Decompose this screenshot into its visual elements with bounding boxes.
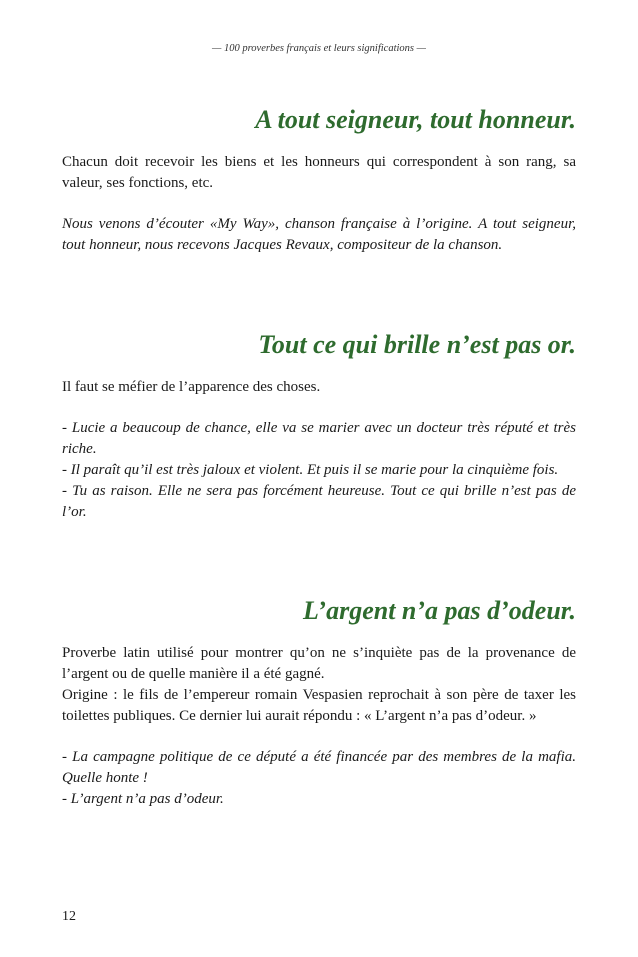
proverb-section-1: [62, 104, 576, 256]
proverb-title: A tout seigneur, tout honneur.: [255, 105, 576, 134]
proverb-section-2: [62, 329, 576, 523]
dialogue-line: - Lucie a beaucoup de chance, elle va se marier avec un docteur très réputé et très riche.: [62, 420, 576, 457]
proverb-definition: Chacun doit recevoir les biens et les honneurs qui correspondent à son rang, sa valeur, ses fonctions, etc.: [62, 154, 576, 191]
dialogue-line: - L’argent n’a pas d’odeur.: [62, 791, 224, 807]
proverb-title: Tout ce qui brille n’est pas or.: [258, 330, 576, 359]
proverb-example: Nous venons d’écouter «My Way», chanson française à l’origine. A tout seigneur, tout honneur, nous recevons Jacques Revaux, compositeur de la chanson.: [62, 216, 576, 253]
proverb-definition: Il faut se méfier de l’apparence des choses.: [62, 379, 321, 395]
proverb-title: L’argent n’a pas d’odeur.: [302, 596, 576, 625]
dialogue-line: - La campagne politique de ce député a été financée par des membres de la mafia. Quelle honte !: [62, 749, 576, 786]
dialogue-line: - Il paraît qu’il est très jaloux et violent. Et puis il se marie pour la cinquième fois.: [62, 462, 559, 478]
proverb-definition: Proverbe latin utilisé pour montrer qu’on ne s’inquiète pas de la provenance de l’argent ou de quelle manière il a été gagné.: [62, 645, 576, 682]
dialogue-line: - Tu as raison. Elle ne sera pas forcément heureuse. Tout ce qui brille n’est pas de l’or.: [62, 483, 576, 520]
proverb-origin: Origine : le fils de l’empereur romain Vespasien reprochait à son père de taxer les toilettes publiques. Ce dernier lui aurait répondu : « L’argent n’a pas d’odeur. »: [62, 687, 576, 724]
proverb-section-3: [62, 595, 576, 810]
page-number: 12: [62, 909, 76, 924]
running-header: — 100 proverbes français et leurs significations —: [212, 43, 426, 54]
